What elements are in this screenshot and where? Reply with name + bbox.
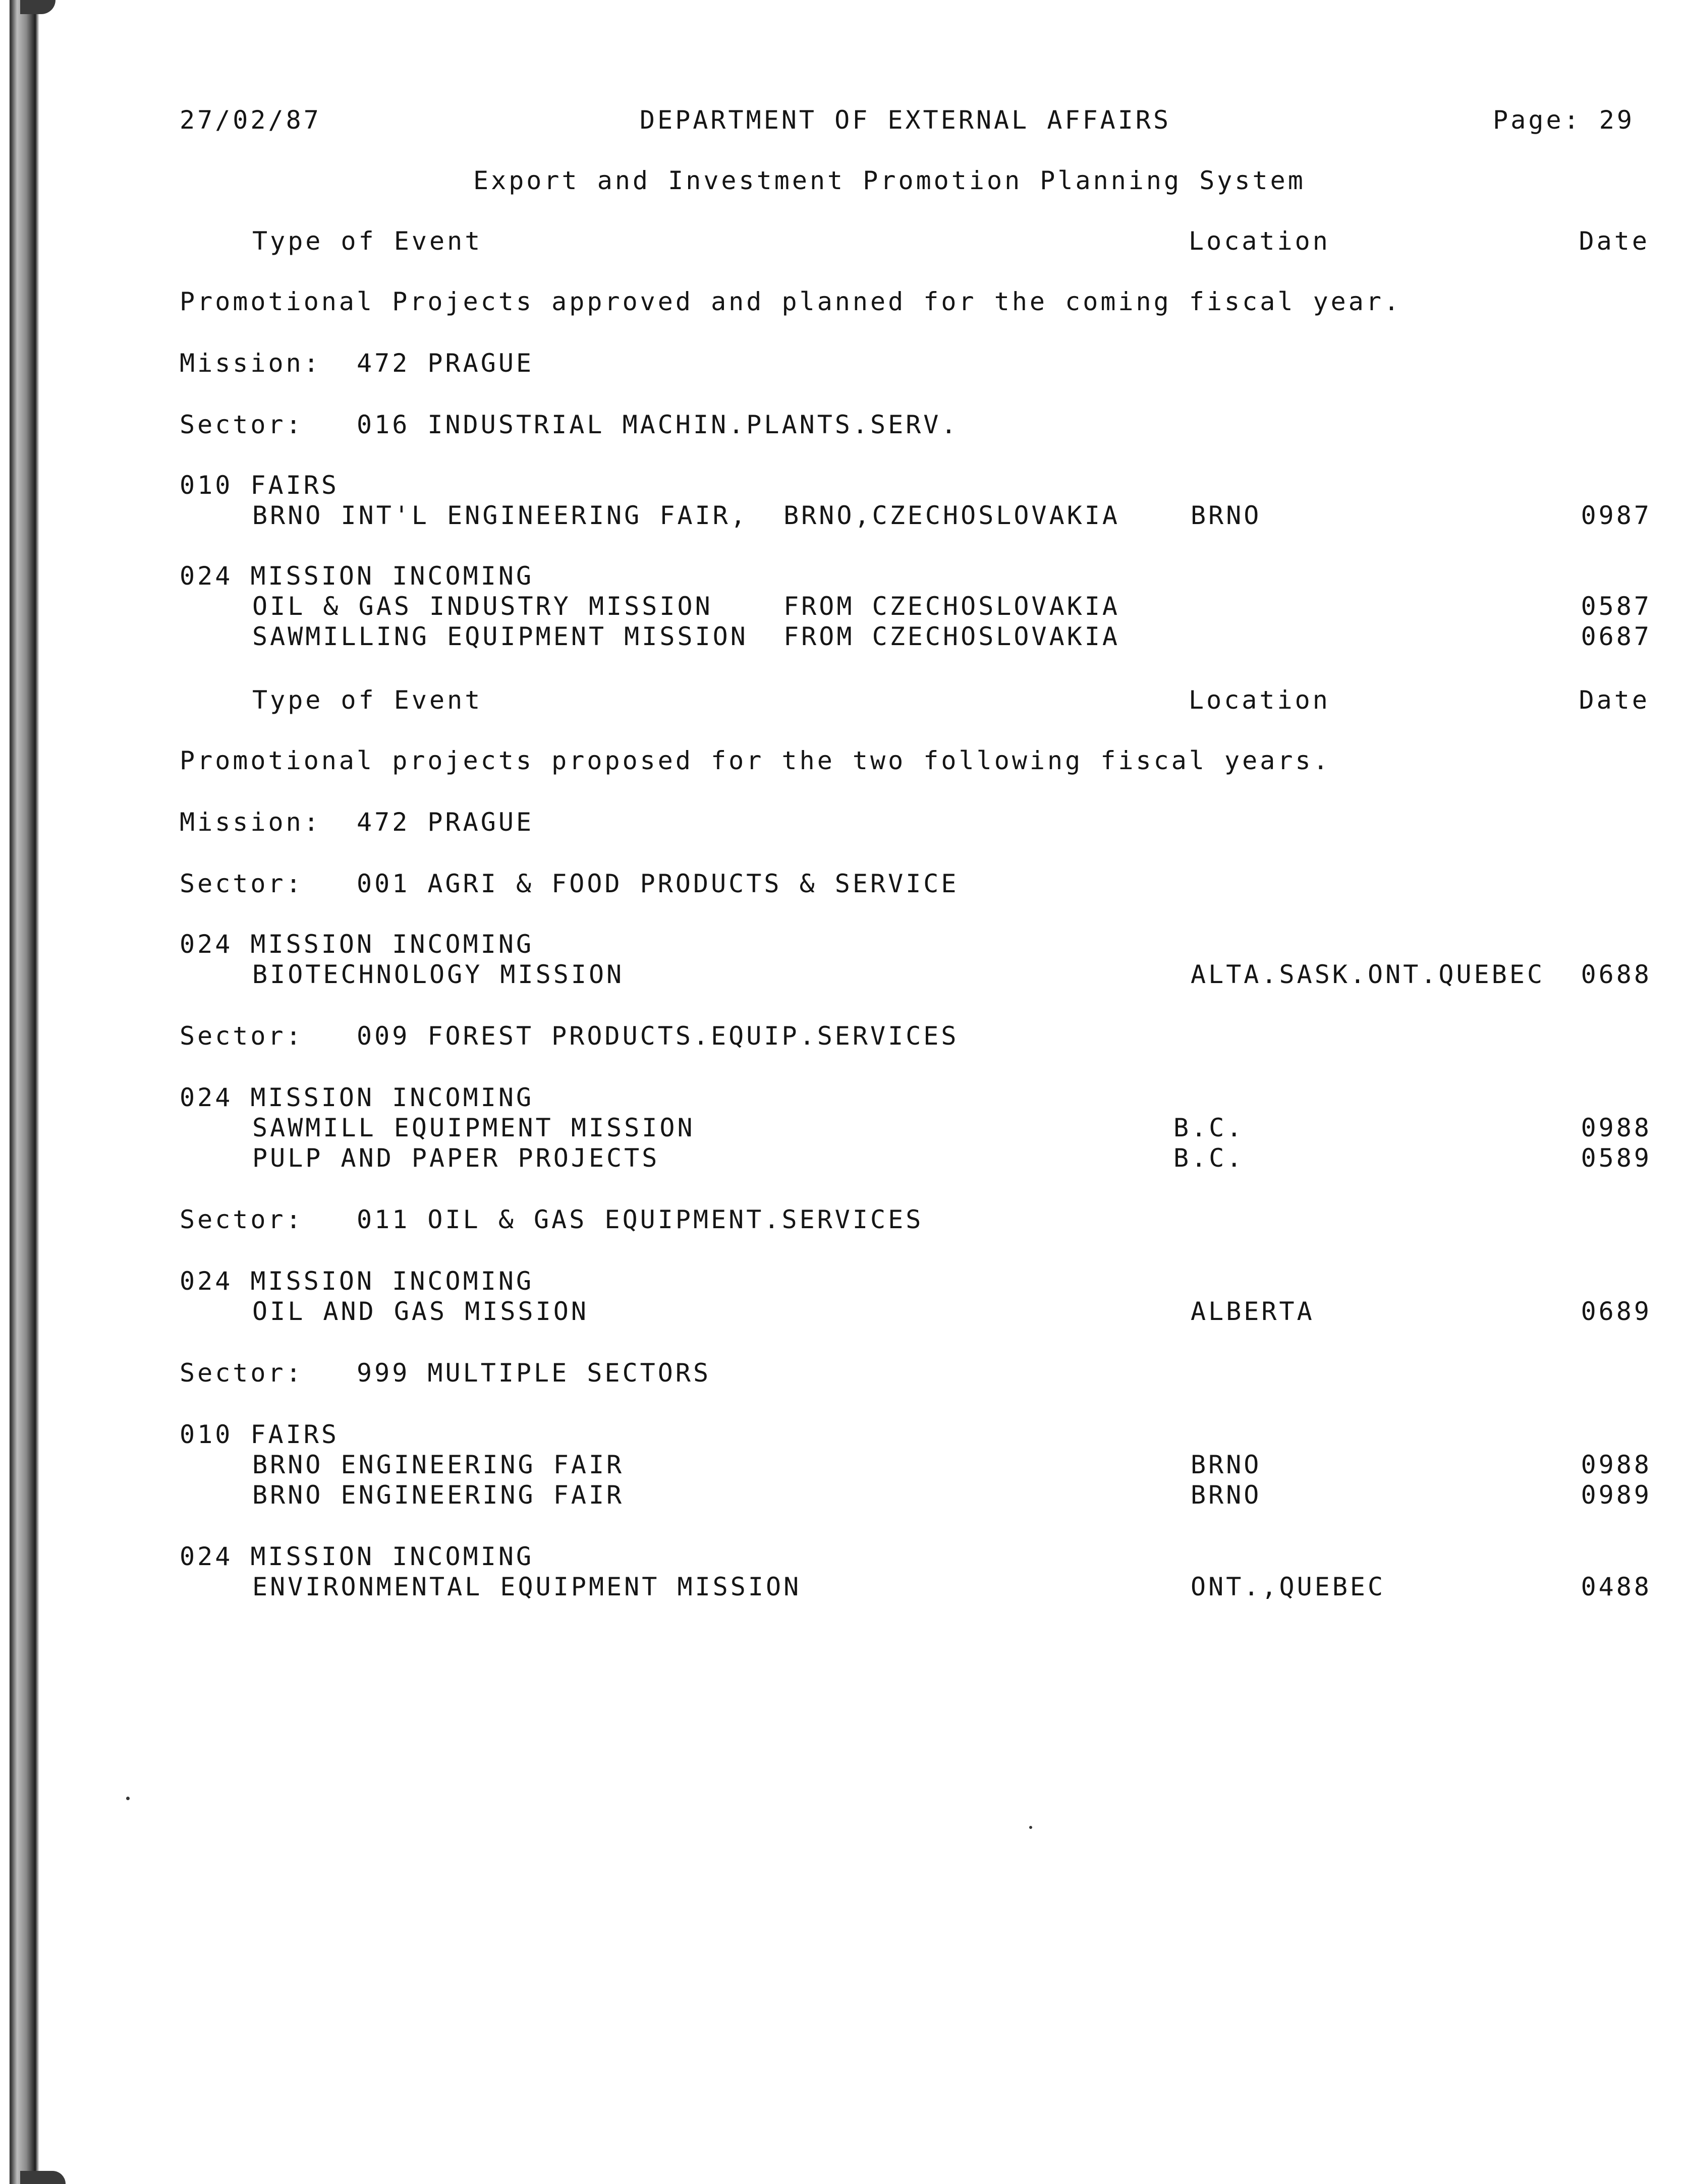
event-date: 0488 bbox=[1581, 1572, 1652, 1601]
event-location: ALBERTA bbox=[1191, 1297, 1315, 1326]
event-group-title: 024 MISSION INCOMING bbox=[180, 1542, 534, 1571]
event-date: 0988 bbox=[1581, 1113, 1652, 1142]
event-location: BRNO bbox=[1191, 1450, 1262, 1479]
department-title: DEPARTMENT OF EXTERNAL AFFAIRS bbox=[640, 105, 1171, 135]
scan-speck bbox=[1029, 1826, 1032, 1829]
event-date: 0689 bbox=[1581, 1297, 1652, 1326]
event-name: BRNO ENGINEERING FAIR bbox=[252, 1480, 625, 1510]
sector-label: Sector: 016 INDUSTRIAL MACHIN.PLANTS.SERV. bbox=[180, 410, 959, 439]
column-header-date: Date bbox=[1579, 685, 1650, 715]
system-title: Export and Investment Promotion Planning System bbox=[473, 166, 1306, 195]
section-heading-approved: Promotional Projects approved and planned for the coming fiscal year. bbox=[180, 287, 1402, 316]
event-name: SAWMILL EQUIPMENT MISSION bbox=[252, 1113, 695, 1142]
column-header-location: Location bbox=[1189, 685, 1330, 715]
column-header-location: Location bbox=[1189, 226, 1330, 256]
column-header-date: Date bbox=[1579, 226, 1650, 256]
sector-label: Sector: 999 MULTIPLE SECTORS bbox=[180, 1358, 711, 1388]
column-header-type: Type of Event bbox=[252, 226, 483, 256]
event-name: OIL AND GAS MISSION bbox=[252, 1297, 589, 1326]
event-date: 0987 bbox=[1581, 501, 1652, 530]
event-location: B.C. bbox=[1173, 1143, 1245, 1173]
event-location: BRNO bbox=[1191, 1480, 1262, 1510]
event-location: ONT.,QUEBEC bbox=[1191, 1572, 1386, 1601]
binder-cap-bottom bbox=[20, 2171, 66, 2184]
column-header-type: Type of Event bbox=[252, 685, 483, 715]
mission-label: Mission: 472 PRAGUE bbox=[180, 808, 534, 837]
event-location: BRNO bbox=[1191, 501, 1262, 530]
event-name: BRNO INT'L ENGINEERING FAIR, BRNO,CZECHOSLOVAKIA bbox=[252, 501, 1120, 530]
event-location: ALTA.SASK.ONT.QUEBEC bbox=[1191, 960, 1545, 989]
event-group-title: 024 MISSION INCOMING bbox=[180, 1267, 534, 1296]
event-name: BIOTECHNOLOGY MISSION bbox=[252, 960, 625, 989]
event-name: ENVIRONMENTAL EQUIPMENT MISSION bbox=[252, 1572, 802, 1601]
event-date: 0687 bbox=[1581, 622, 1652, 651]
event-group-title: 024 MISSION INCOMING bbox=[180, 561, 534, 591]
sector-label: Sector: 011 OIL & GAS EQUIPMENT.SERVICES bbox=[180, 1205, 924, 1234]
event-date: 0688 bbox=[1581, 960, 1652, 989]
event-group-title: 024 MISSION INCOMING bbox=[180, 930, 534, 959]
event-location: B.C. bbox=[1173, 1113, 1245, 1142]
event-date: 0589 bbox=[1581, 1143, 1652, 1173]
mission-label: Mission: 472 PRAGUE bbox=[180, 349, 534, 378]
binder-cap-top bbox=[20, 0, 55, 14]
sector-label: Sector: 009 FOREST PRODUCTS.EQUIP.SERVICES bbox=[180, 1021, 959, 1051]
report-date: 27/02/87 bbox=[180, 105, 321, 135]
event-group-title: 010 FAIRS bbox=[180, 1420, 339, 1449]
event-date: 0988 bbox=[1581, 1450, 1652, 1479]
sector-label: Sector: 001 AGRI & FOOD PRODUCTS & SERVICE bbox=[180, 869, 959, 898]
event-name: BRNO ENGINEERING FAIR bbox=[252, 1450, 625, 1479]
event-name: PULP AND PAPER PROJECTS bbox=[252, 1143, 660, 1173]
event-group-title: 010 FAIRS bbox=[180, 471, 339, 500]
event-group-title: 024 MISSION INCOMING bbox=[180, 1083, 534, 1112]
event-name: SAWMILLING EQUIPMENT MISSION FROM CZECHOSLOVAKIA bbox=[252, 622, 1120, 651]
event-name: OIL & GAS INDUSTRY MISSION FROM CZECHOSLOVAKIA bbox=[252, 592, 1120, 621]
event-date: 0989 bbox=[1581, 1480, 1652, 1510]
section-heading-proposed: Promotional projects proposed for the two following fiscal years. bbox=[180, 746, 1331, 775]
event-date: 0587 bbox=[1581, 592, 1652, 621]
page-number: Page: 29 bbox=[1493, 105, 1635, 135]
scan-speck bbox=[126, 1797, 130, 1800]
binder-edge bbox=[0, 0, 65, 2184]
